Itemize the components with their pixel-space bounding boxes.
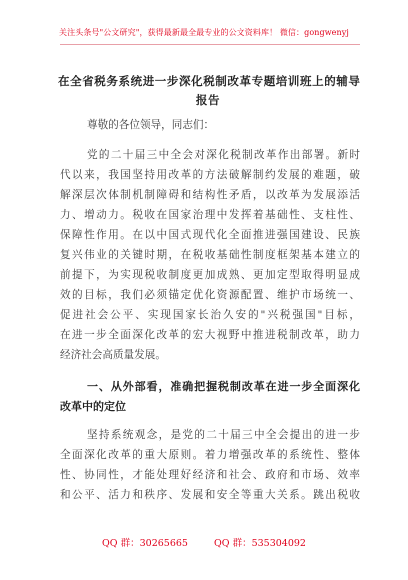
section-heading-line-2: 改革中的定位 bbox=[60, 400, 126, 413]
paragraph-line: 性、协同性，才能处理好经济和社会、政府和市场、效率 bbox=[60, 469, 360, 481]
paragraph-line: 力、增动力。税收在国家治理中发挥着基础性、支柱性、 bbox=[60, 209, 360, 221]
footer-qq-group-1: QQ 群：30265665 bbox=[102, 538, 188, 549]
document-title-line-1: 在全省税务系统进一步深化税制改革专题培训班上的辅导 bbox=[58, 74, 361, 88]
paragraph-line: 复兴伟业的关键时期，在税收基础性制度框架基本建立的 bbox=[60, 249, 360, 261]
paragraph-line: 和公平、活力和秩序、发展和安全等重大关系。跳出税收 bbox=[60, 489, 360, 501]
paragraph-line: 代以来，我国坚持用改革的方法破解制约发展的难题，破 bbox=[60, 169, 360, 181]
document-title-line-2: 报告 bbox=[195, 93, 221, 107]
paragraph-line: 促进社会公平、实现国家长治久安的"兴税强国"目标， bbox=[60, 309, 360, 321]
salutation: 尊敬的各位领导，同志们： bbox=[87, 119, 215, 131]
paragraph-line: 全面深化改革的重大原则。着力增强改革的系统性、整体 bbox=[60, 449, 360, 461]
section-heading-line-1: 一、从外部看，准确把握税制改革在进一步全面深化 bbox=[87, 380, 360, 393]
paragraph-line: 保障性作用。在以中国式现代化全面推进强国建设、民族 bbox=[60, 229, 360, 241]
footer-qq-group-2: QQ 群：535304092 bbox=[213, 538, 306, 549]
paragraph-line: 经济社会高质量发展。 bbox=[60, 349, 166, 361]
header-divider bbox=[60, 44, 360, 45]
paragraph-line: 前提下，为实现税收制度更加成熟、更加定型取得明显成 bbox=[60, 269, 360, 281]
footer-contact bbox=[0, 535, 408, 549]
paragraph-line: 效的目标，我们必须锚定优化资源配置、维护市场统一、 bbox=[60, 289, 360, 301]
paragraph-line: 在进一步全面深化改革的宏大视野中推进税制改革，助力 bbox=[60, 329, 360, 341]
paragraph-line: 解深层次体制机制障碍和结构性矛盾，以改革为发展添活 bbox=[60, 189, 360, 201]
paragraph-line: 党的二十届三中全会对深化税制改革作出部署。新时 bbox=[87, 149, 360, 161]
paragraph-line: 坚持系统观念，是党的二十届三中全会提出的进一步 bbox=[87, 429, 360, 441]
header-banner: 关注头条号"公文研究"，获得最新最全最专业的公文资料库！ 微信：gongwenyj bbox=[59, 28, 349, 37]
